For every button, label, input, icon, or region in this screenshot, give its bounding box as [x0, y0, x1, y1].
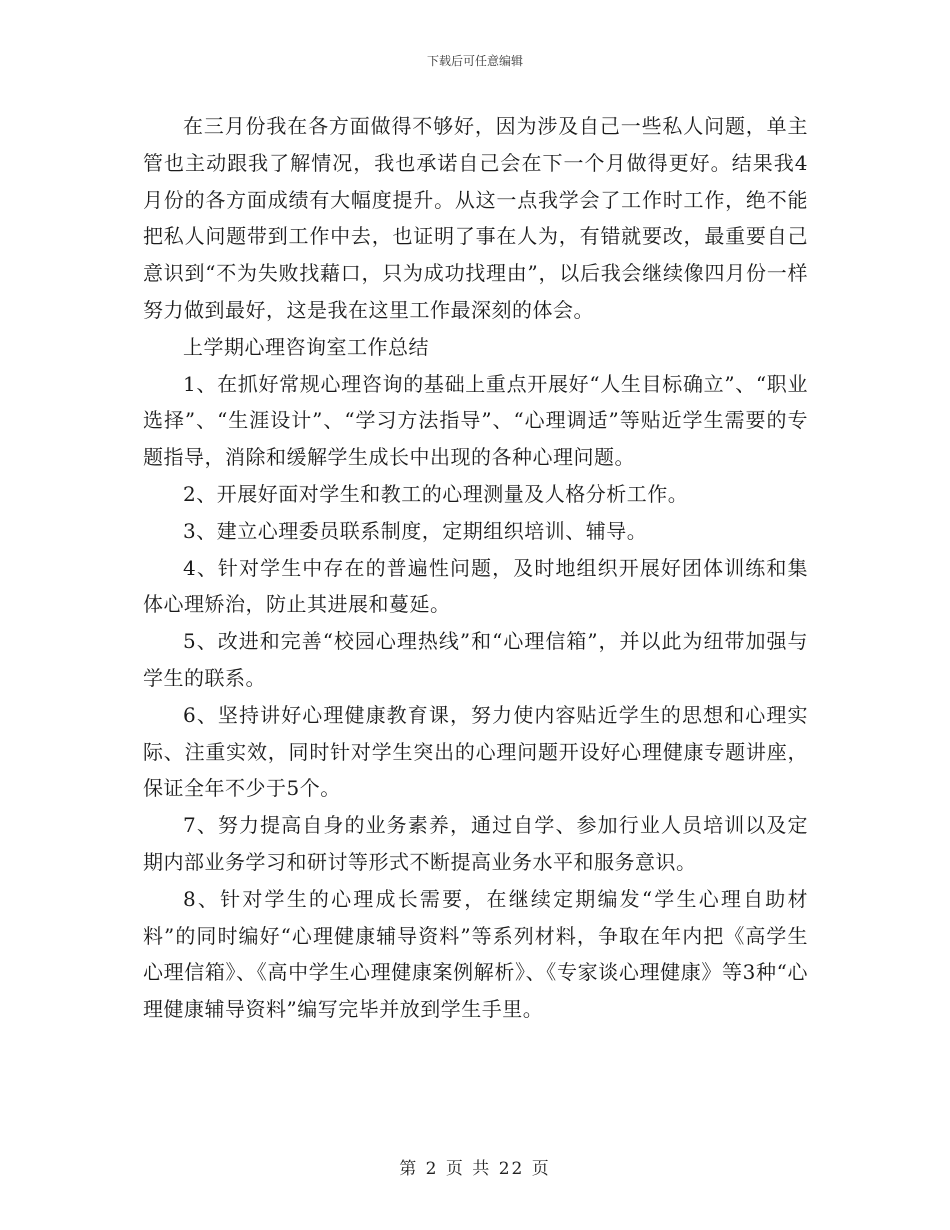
list-item: 5、改进和完善“校园心理热线”和“心理信箱”，并以此为纽带加强与学生的联系。: [143, 629, 808, 690]
page-header-note: 下载后可任意编辑: [426, 54, 523, 68]
list-item: 3、建立心理委员联系制度，定期组织培训、辅导。: [183, 518, 648, 543]
intro-paragraph: 在三月份我在各方面做得不够好，因为涉及自己一些私人问题，单主管也主动跟我了解情况，我也承诺自己会在下一个月做得更好。结果我4月份的各方面成绩有大幅度提升。从这一点我学会了工作时工作，绝不能把私人问题带到工作中去，也证明了事在人为，有错就要改，最重要自己意识到“不为失败找藉口，只为成功找理由”，以后我会继续像四月份一样努力做到最好，这是我在这里工作最深刻的体会。: [143, 114, 808, 322]
list-item: 4、针对学生中存在的普遍性问题，及时地组织开展好团体训练和集体心理矫治，防止其进展和蔓延。: [143, 555, 808, 617]
section-title: 上学期心理咨询室工作总结: [183, 334, 429, 359]
list-item: 2、开展好面对学生和教工的心理测量及人格分析工作。: [183, 481, 689, 506]
document-body: [143, 108, 808, 1028]
page-footer: [0, 1154, 950, 1179]
list-item: 1、在抓好常规心理咨询的基础上重点开展好“人生目标确立”、“职业选择”、“生涯设计”、“学习方法指导”、“心理调适”等贴近学生需要的专题指导，消除和缓解学生成长中出现的各种心理问题。: [143, 371, 808, 470]
page-number: 第 2 页 共 22 页: [399, 1159, 551, 1179]
list-item: 8、针对学生的心理成长需要，在继续定期编发“学生心理自助材料”的同时编好“心理健康辅导资料”等系列材料，争取在年内把《高学生心理信箱》、《高中学生心理健康案例解析》、《专家谈心理健康》等3种“心理健康辅导资料”编写完毕并放到学生手里。: [143, 886, 808, 1022]
list-item: 7、努力提高自身的业务素养，通过自学、参加行业人员培训以及定期内部业务学习和研讨等形式不断提高业务水平和服务意识。: [143, 813, 808, 874]
list-item: 6、坚持讲好心理健康教育课，努力使内容贴近学生的思想和心理实际、注重实效，同时针对学生突出的心理问题开设好心理健康专题讲座，保证全年不少于5个。: [143, 702, 808, 801]
